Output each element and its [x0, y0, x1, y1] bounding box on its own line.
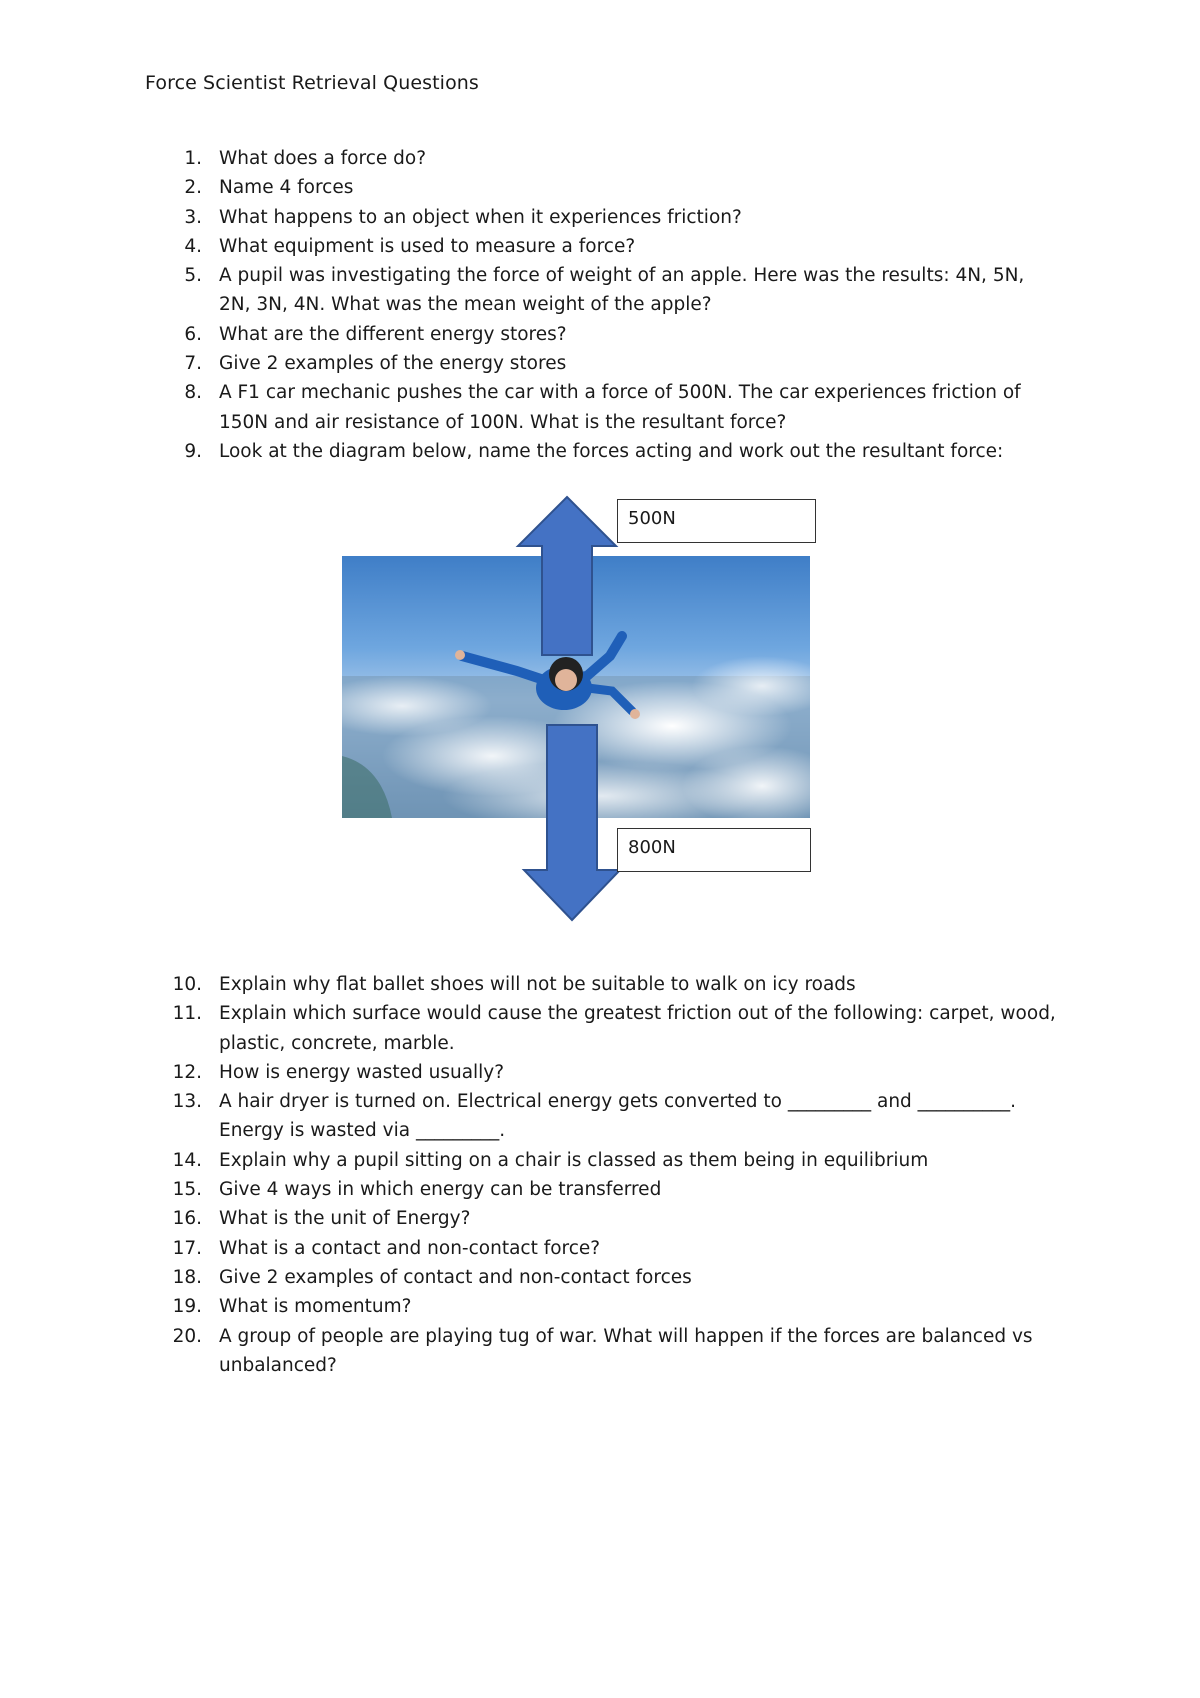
question-text: Name 4 forces [219, 177, 354, 199]
question-item [0, 1058, 1059, 1087]
question-text: Explain why flat ballet shoes will not be suitable to walk on icy roads [219, 974, 856, 995]
question-number: 13. [172, 1091, 202, 1113]
question-number: 8. [184, 382, 202, 404]
question-item [0, 1263, 1059, 1292]
question-number: 6. [184, 323, 202, 345]
upward-force-label: 500N [617, 499, 816, 543]
question-item [0, 1087, 1059, 1146]
question-text: Explain why a pupil sitting on a chair is classed as them being in equilibrium [219, 1149, 929, 1171]
question-text: Look at the diagram below, name the forces acting and work out the resultant force: [219, 440, 1004, 462]
question-text: What does a force do? [219, 148, 427, 169]
skydiver-photo [342, 556, 810, 818]
question-item [0, 1204, 1059, 1233]
question-item [0, 437, 1059, 466]
question-text: Give 4 ways in which energy can be transferred [219, 1179, 662, 1201]
question-item [0, 173, 1059, 202]
question-number: 14. [172, 1149, 202, 1171]
question-text: A group of people are playing tug of war. What will happen if the forces are balanced vs unbalanced? [219, 1325, 1033, 1376]
downward-force-label: 800N [617, 828, 811, 872]
question-item [0, 1234, 1059, 1263]
question-item [0, 203, 1059, 232]
question-list-part1 [0, 144, 1059, 466]
question-number: 15. [172, 1179, 202, 1201]
question-item [0, 349, 1059, 378]
question-item [0, 1292, 1059, 1321]
question-text: What equipment is used to measure a force? [219, 235, 636, 257]
question-number: 18. [172, 1266, 202, 1288]
question-number: 7. [184, 353, 202, 375]
question-text: A F1 car mechanic pushes the car with a force of 500N. The car experiences friction of 150N and air resistance of 100N. What is the resultant force? [219, 382, 1021, 433]
question-item [0, 261, 1059, 320]
question-item [0, 144, 1059, 173]
question-text: What is momentum? [219, 1296, 412, 1318]
page-title: Force Scientist Retrieval Questions [145, 72, 479, 94]
question-number: 20. [172, 1325, 202, 1347]
question-item [0, 378, 1059, 437]
question-number: 2. [184, 177, 202, 199]
question-number: 11. [172, 1003, 202, 1025]
question-number: 12. [172, 1061, 202, 1083]
question-item [0, 1175, 1059, 1204]
question-number: 4. [184, 235, 202, 257]
question-text: What are the different energy stores? [219, 323, 567, 345]
question-text: A hair dryer is turned on. Electrical energy gets converted to _________ and __________. Energy is wasted via _________. [219, 1091, 1017, 1142]
question-item [0, 320, 1059, 349]
question-number: 9. [184, 440, 202, 462]
question-text: How is energy wasted usually? [219, 1061, 505, 1083]
question-number: 17. [172, 1237, 202, 1259]
question-list-part2 [0, 970, 1059, 1380]
question-text: What happens to an object when it experiences friction? [219, 206, 742, 228]
question-text: Give 2 examples of contact and non-contact forces [219, 1266, 692, 1288]
question-item [0, 999, 1059, 1058]
question-number: 19. [172, 1296, 202, 1318]
question-number: 16. [172, 1208, 202, 1230]
question-item [0, 232, 1059, 261]
question-number: 5. [184, 265, 202, 287]
question-text: Explain which surface would cause the greatest friction out of the following: carpet, wood, plastic, concrete, marble. [219, 1003, 1056, 1054]
question-number: 3. [184, 206, 202, 228]
question-text: What is the unit of Energy? [219, 1208, 471, 1230]
question-text: Give 2 examples of the energy stores [219, 353, 567, 375]
question-text: A pupil was investigating the force of weight of an apple. Here was the results: 4N, 5N, 2N, 3N, 4N. What was the mean weight of the apple? [219, 265, 1025, 316]
question-number: 10. [172, 974, 202, 995]
question-text: What is a contact and non-contact force? [219, 1237, 601, 1259]
question-number: 1. [184, 148, 202, 169]
question-item [0, 970, 1059, 999]
question-item [0, 1146, 1059, 1175]
skydiver-image [342, 556, 810, 818]
question-item [0, 1322, 1059, 1381]
